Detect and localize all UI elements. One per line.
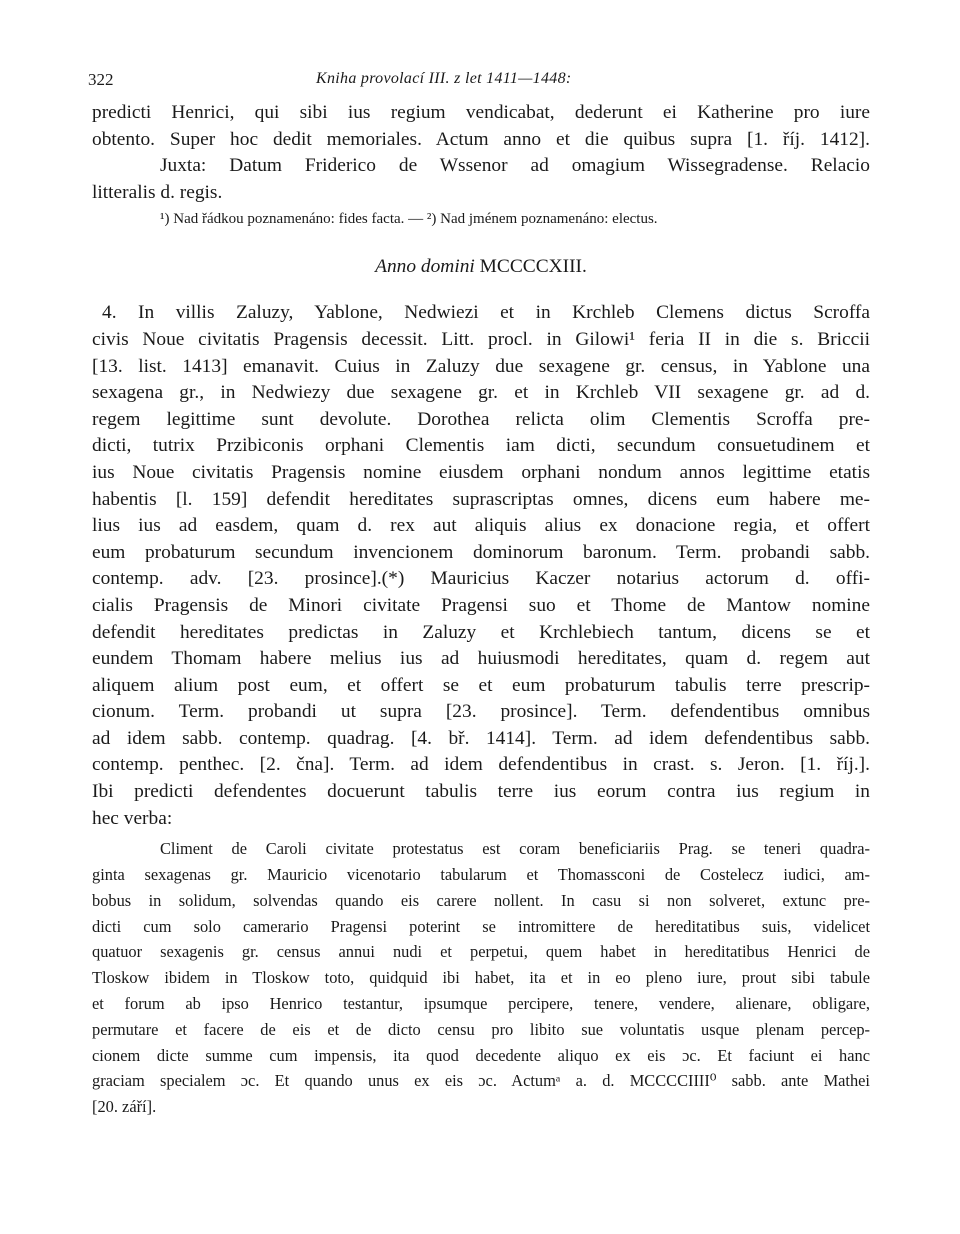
text-line: Ibi predicti defendentes docuerunt tabulis terre ius eorum contra ius regium in bbox=[92, 781, 870, 803]
running-title: Kniha provolací III. z let 1411—1448: bbox=[316, 70, 572, 87]
text-line: graciam specialem ɔc. Et quando unus ex eis ɔc. Actumᵃ a. d. MCCCCIIII⁰ sabb. ante Mathei bbox=[92, 1071, 870, 1091]
text-line: bobus in solidum, solvendas quando eis carere nollent. In casu si non solveret, extunc pre- bbox=[92, 890, 870, 910]
page-number: 322 bbox=[88, 70, 114, 89]
text-line: defendit hereditates predictas in Zaluzy et Krchlebiech tantum, dicens se et bbox=[92, 621, 870, 643]
footnotes: ¹) Nad řádkou poznamenáno: fides facta. — ²) Nad jménem poznamenáno: electus. bbox=[160, 211, 658, 228]
document-page bbox=[88, 70, 870, 1120]
text-line: quatuor sexagenis gr. census annui nudi et perpetui, quem habet in hereditatibus Henrici de bbox=[92, 942, 870, 962]
year-heading-prefix: Anno domini bbox=[375, 256, 475, 278]
year-heading-year: MCCCCXIII. bbox=[479, 256, 587, 278]
text-line: Tloskow ibidem in Tloskow toto, quidquid ibi habet, ita et in eo pleno iure, prout sibi tabule bbox=[92, 968, 870, 988]
text-line: Climent de Caroli civitate protestatus est coram beneficiariis Prag. se teneri quadra- bbox=[160, 839, 870, 859]
text-line: predicti Henrici, qui sibi ius regium vendicabat, dederunt ei Katherine pro iure bbox=[92, 102, 870, 123]
text-line: hec verba: bbox=[92, 807, 173, 829]
text-line: civis Noue civitatis Pragensis decessit. Litt. procl. in Gilowi¹ feria II in die s. Briccii bbox=[92, 328, 870, 350]
text-line: lius ius ad easdem, quam d. rex aut aliquis alius ex donacione regia, et offert bbox=[92, 515, 870, 537]
text-line: [20. září]. bbox=[92, 1097, 157, 1117]
text-line: cionum. Term. probandi ut supra [23. prosince]. Term. defendentibus omnibus bbox=[92, 701, 870, 723]
text-line: regem legittime sunt devolute. Dorothea relicta olim Clementis Scroffa pre- bbox=[92, 408, 870, 430]
text-line: permutare et facere de eis et de dicto censu pro libito sue voluntatis usque plenam percep- bbox=[92, 1019, 870, 1039]
text-line: habentis [l. 159] defendit hereditates suprascriptas omnes, dicens eum habere me- bbox=[92, 488, 870, 510]
text-line: eundem Thomam habere melius ius ad huiusmodi hereditates, quam d. regem aut bbox=[92, 648, 870, 670]
text-line: dicti, tutrix Przibiconis orphani Clementis iam dicti, secundum consuetudinem et bbox=[92, 435, 870, 457]
text-line: sexagena gr., in Nedwiezy due sexagene gr. et in Krchleb VII sexagene gr. ad d. bbox=[92, 382, 870, 404]
text-line: et forum ab ipso Henrico testantur, ipsumque percipere, tenere, vendere, alienare, obligare, bbox=[92, 994, 870, 1014]
text-line: dicti cum solo camerario Pragensi poterint se intromittere de hereditatibus suis, videlicet bbox=[92, 916, 870, 936]
text-line: contemp. penthec. [2. čna]. Term. ad idem defendentibus in crast. s. Jeron. [1. říj.]. bbox=[92, 754, 870, 776]
text-line: contemp. adv. [23. prosince].(*) Mauricius Kaczer notarius actorum d. offi- bbox=[92, 568, 870, 590]
text-line: ius Noue civitatis Pragensis nomine eiusdem orphani nondum annos legittime etatis bbox=[92, 461, 870, 483]
text-line: aliquem alium post eum, et offert se et eum probaturum tabulis terre prescrip- bbox=[92, 674, 870, 696]
text-line: [13. list. 1413] emanavit. Cuius in Zaluzy due sexagene gr. census, in Yablone una bbox=[92, 355, 870, 377]
text-line: eum probaturum secundum invencionem dominorum baronum. Term. probandi sabb. bbox=[92, 541, 870, 563]
year-heading bbox=[92, 256, 870, 278]
text-line: 4. In villis Zaluzy, Yablone, Nedwiezi et in Krchleb Clemens dictus Scroffa bbox=[102, 302, 870, 324]
quoted-record bbox=[92, 836, 870, 1120]
text-line: ad idem sabb. contemp. quadrag. [4. bř. 1414]. Term. ad idem defendentibus sabb. bbox=[92, 727, 870, 749]
text-line: cialis Pragensis de Minori civitate Pragensi suo et Thome de Mantow nomine bbox=[92, 594, 870, 616]
text-line: cionem dicte summe cum impensis, ita quod decedente aliquo ex eis ɔc. Et faciunt ei hanc bbox=[92, 1045, 870, 1065]
entry-4 bbox=[92, 300, 870, 832]
text-line: ginta sexagenas gr. Mauricio vicenotario tabularum et Thomassconi de Costelecz iudici, am- bbox=[92, 865, 870, 885]
text-line: litteralis d. regis. bbox=[92, 181, 223, 203]
intro-paragraph bbox=[92, 100, 870, 206]
page-header bbox=[88, 70, 870, 100]
text-line: obtento. Super hoc dedit memoriales. Actum anno et die quibus supra [1. říj. 1412]. bbox=[92, 128, 870, 150]
text-line: Juxta: Datum Friderico de Wssenor ad omagium Wissegradense. Relacio bbox=[160, 155, 870, 177]
